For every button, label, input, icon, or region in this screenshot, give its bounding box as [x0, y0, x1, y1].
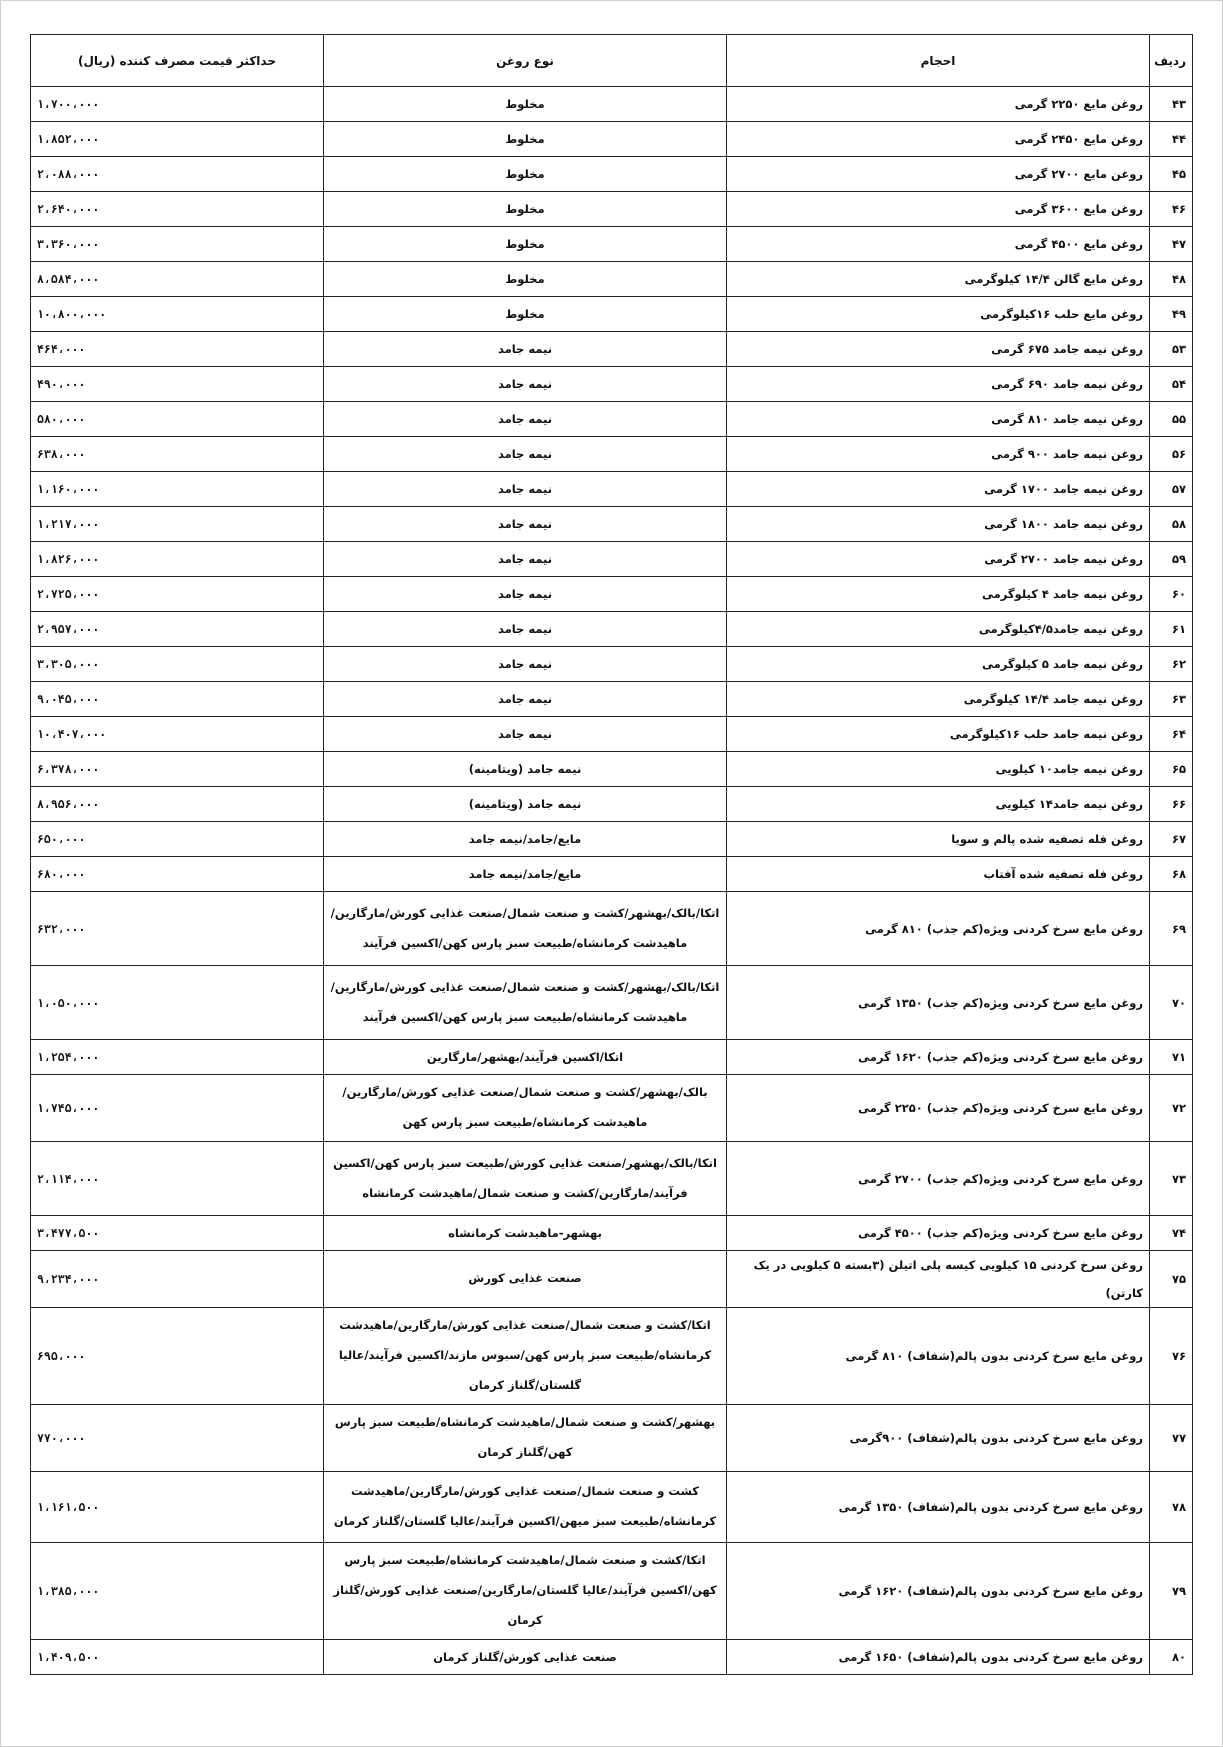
table-row [31, 612, 1193, 647]
table-row [31, 966, 1193, 1040]
oil-type-cell: نیمه جامد [324, 332, 727, 367]
table-row [31, 437, 1193, 472]
price-cell: ۱،۰۵۰،۰۰۰ [31, 966, 324, 1040]
row-number: ۷۴ [1150, 1216, 1193, 1251]
table-row [31, 1142, 1193, 1216]
oil-type-cell: نیمه جامد [324, 612, 727, 647]
table-row [31, 472, 1193, 507]
row-number: ۷۰ [1150, 966, 1193, 1040]
volume-cell: روغن مایع حلب ۱۶کیلوگرمی [727, 297, 1150, 332]
table-body [31, 87, 1193, 1675]
oil-type-cell: بالک/بهشهر/کشت و صنعت شمال/صنعت غذایی کورش/مارگارین/ماهیدشت کرمانشاه/طبیعت سبز پارس کهن [324, 1075, 727, 1142]
oil-type-cell: مایع/جامد/نیمه جامد [324, 822, 727, 857]
table-row [31, 87, 1193, 122]
oil-type-cell: نیمه جامد [324, 717, 727, 752]
table-row [31, 1543, 1193, 1640]
volume-cell: روغن مایع سرخ کردنی ویژه(کم جذب) ۱۶۲۰ گرمی [727, 1040, 1150, 1075]
row-number: ۶۵ [1150, 752, 1193, 787]
row-number: ۴۵ [1150, 157, 1193, 192]
oil-type-cell: مخلوط [324, 87, 727, 122]
oil-type-cell: نیمه جامد [324, 682, 727, 717]
oil-type-cell: نیمه جامد (ویتامینه) [324, 752, 727, 787]
row-number: ۵۳ [1150, 332, 1193, 367]
table-row [31, 192, 1193, 227]
oil-type-cell: مخلوط [324, 227, 727, 262]
row-number: ۶۹ [1150, 892, 1193, 966]
oil-type-cell: مخلوط [324, 122, 727, 157]
volume-cell: روغن مایع سرخ کردنی بدون پالم(شفاف) ۹۰۰گرمی [727, 1405, 1150, 1472]
table-row [31, 752, 1193, 787]
oil-type-cell: نیمه جامد [324, 367, 727, 402]
price-cell: ۱،۳۸۵،۰۰۰ [31, 1543, 324, 1640]
oil-type-cell: نیمه جامد [324, 472, 727, 507]
price-cell: ۵۸۰،۰۰۰ [31, 402, 324, 437]
table-row [31, 542, 1193, 577]
table-row [31, 227, 1193, 262]
table-row [31, 647, 1193, 682]
header-max-price: حداکثر قیمت مصرف کننده (ریال) [31, 35, 324, 87]
table-row [31, 262, 1193, 297]
price-cell: ۸،۹۵۶،۰۰۰ [31, 787, 324, 822]
row-number: ۴۹ [1150, 297, 1193, 332]
oil-type-cell: کشت و صنعت شمال/صنعت غذایی کورش/مارگارین/ماهیدشت کرمانشاه/طبیعت سبز میهن/اکسین فرآیند/عالیا گلستان/گلناز کرمان [324, 1472, 727, 1543]
oil-type-cell: مخلوط [324, 157, 727, 192]
table-row [31, 1472, 1193, 1543]
volume-cell: روغن مایع سرخ کردنی ویژه(کم جذب) ۲۷۰۰ گرمی [727, 1142, 1150, 1216]
price-cell: ۱،۲۱۷،۰۰۰ [31, 507, 324, 542]
table-row [31, 857, 1193, 892]
volume-cell: روغن مایع سرخ کردنی ویژه(کم جذب) ۱۳۵۰ گرمی [727, 966, 1150, 1040]
table-row [31, 1405, 1193, 1472]
table-row [31, 157, 1193, 192]
table-row [31, 332, 1193, 367]
price-cell: ۳،۴۷۷،۵۰۰ [31, 1216, 324, 1251]
table-row [31, 717, 1193, 752]
volume-cell: روغن سرخ کردنی ۱۵ کیلویی کیسه پلی اتیلن (۳بسته ۵ کیلویی در یک کارتن) [727, 1251, 1150, 1308]
header-oil-type: نوع روغن [324, 35, 727, 87]
volume-cell: روغن نیمه جامد ۹۰۰ گرمی [727, 437, 1150, 472]
price-table [30, 34, 1193, 1675]
row-number: ۵۷ [1150, 472, 1193, 507]
oil-type-cell: نیمه جامد [324, 647, 727, 682]
oil-type-cell: اتکا/بالک/بهشهر/کشت و صنعت شمال/صنعت غذایی کورش/مارگارین/ماهیدشت کرمانشاه/طبیعت سبز پارس کهن/اکسین فرآیند [324, 966, 727, 1040]
table-row [31, 682, 1193, 717]
table-row [31, 822, 1193, 857]
row-number: ۷۵ [1150, 1251, 1193, 1308]
row-number: ۴۶ [1150, 192, 1193, 227]
price-cell: ۱۰،۴۰۷،۰۰۰ [31, 717, 324, 752]
price-cell: ۱،۷۴۵،۰۰۰ [31, 1075, 324, 1142]
price-cell: ۹،۲۳۴،۰۰۰ [31, 1251, 324, 1308]
table-row [31, 507, 1193, 542]
table-row [31, 1640, 1193, 1675]
table-row [31, 1251, 1193, 1308]
row-number: ۶۷ [1150, 822, 1193, 857]
volume-cell: روغن نیمه جامد ۱۸۰۰ گرمی [727, 507, 1150, 542]
price-cell: ۸،۵۸۴،۰۰۰ [31, 262, 324, 297]
row-number: ۶۸ [1150, 857, 1193, 892]
volume-cell: روغن نیمه جامد ۴ کیلوگرمی [727, 577, 1150, 612]
price-cell: ۶،۳۷۸،۰۰۰ [31, 752, 324, 787]
volume-cell: روغن نیمه جامد ۶۹۰ گرمی [727, 367, 1150, 402]
oil-type-cell: نیمه جامد [324, 577, 727, 612]
row-number: ۷۷ [1150, 1405, 1193, 1472]
oil-type-cell: بهشهر/کشت و صنعت شمال/ماهیدشت کرمانشاه/طبیعت سبز پارس کهن/گلناز کرمان [324, 1405, 727, 1472]
price-cell: ۱،۲۵۴،۰۰۰ [31, 1040, 324, 1075]
header-volume: احجام [727, 35, 1150, 87]
price-cell: ۳،۳۶۰،۰۰۰ [31, 227, 324, 262]
price-cell: ۱،۸۲۶،۰۰۰ [31, 542, 324, 577]
volume-cell: روغن مایع سرخ کردنی بدون پالم(شفاف) ۱۳۵۰ گرمی [727, 1472, 1150, 1543]
volume-cell: روغن مایع سرخ کردنی بدون پالم(شفاف) ۱۶۲۰ گرمی [727, 1543, 1150, 1640]
price-cell: ۱۰،۸۰۰،۰۰۰ [31, 297, 324, 332]
row-number: ۷۳ [1150, 1142, 1193, 1216]
row-number: ۵۶ [1150, 437, 1193, 472]
oil-type-cell: بهشهر-ماهیدشت کرمانشاه [324, 1216, 727, 1251]
price-cell: ۶۸۰،۰۰۰ [31, 857, 324, 892]
price-cell: ۷۷۰،۰۰۰ [31, 1405, 324, 1472]
volume-cell: روغن مایع ۴۵۰۰ گرمی [727, 227, 1150, 262]
volume-cell: روغن نیمه جامد حلب ۱۶کیلوگرمی [727, 717, 1150, 752]
table-row [31, 787, 1193, 822]
oil-type-cell: نیمه جامد [324, 507, 727, 542]
volume-cell: روغن نیمه جامد ۱۴/۴ کیلوگرمی [727, 682, 1150, 717]
price-cell: ۱،۸۵۲،۰۰۰ [31, 122, 324, 157]
row-number: ۷۹ [1150, 1543, 1193, 1640]
volume-cell: روغن مایع سرخ کردنی بدون پالم(شفاف) ۱۶۵۰ گرمی [727, 1640, 1150, 1675]
table-row [31, 402, 1193, 437]
volume-cell: روغن فله تصفیه شده آفتاب [727, 857, 1150, 892]
row-number: ۴۳ [1150, 87, 1193, 122]
oil-type-cell: نیمه جامد [324, 437, 727, 472]
row-number: ۴۸ [1150, 262, 1193, 297]
row-number: ۷۶ [1150, 1308, 1193, 1405]
price-cell: ۱،۷۰۰،۰۰۰ [31, 87, 324, 122]
oil-type-cell: اتکا/بالک/بهشهر/صنعت غذایی کورش/طبیعت سبز پارس کهن/اکسین فرآیند/مارگارین/کشت و صنعت شمال/ماهیدشت کرمانشاه [324, 1142, 727, 1216]
volume-cell: روغن مایع ۲۷۰۰ گرمی [727, 157, 1150, 192]
volume-cell: روغن نیمه جامد ۶۷۵ گرمی [727, 332, 1150, 367]
row-number: ۷۲ [1150, 1075, 1193, 1142]
volume-cell: روغن نیمه جامد ۲۷۰۰ گرمی [727, 542, 1150, 577]
price-cell: ۲،۹۵۷،۰۰۰ [31, 612, 324, 647]
oil-type-cell: صنعت غذایی کورش/گلناز کرمان [324, 1640, 727, 1675]
row-number: ۶۰ [1150, 577, 1193, 612]
row-number: ۷۸ [1150, 1472, 1193, 1543]
price-cell: ۶۹۵،۰۰۰ [31, 1308, 324, 1405]
row-number: ۸۰ [1150, 1640, 1193, 1675]
table-row [31, 1216, 1193, 1251]
table-row [31, 1075, 1193, 1142]
price-cell: ۳،۳۰۵،۰۰۰ [31, 647, 324, 682]
price-cell: ۴۶۴،۰۰۰ [31, 332, 324, 367]
volume-cell: روغن نیمه جامد۴/۵کیلوگرمی [727, 612, 1150, 647]
row-number: ۵۵ [1150, 402, 1193, 437]
row-number: ۶۲ [1150, 647, 1193, 682]
oil-type-cell: مخلوط [324, 192, 727, 227]
row-number: ۷۱ [1150, 1040, 1193, 1075]
volume-cell: روغن مایع سرخ کردنی ویژه(کم جذب) ۸۱۰ گرمی [727, 892, 1150, 966]
volume-cell: روغن مایع سرخ کردنی ویژه(کم جذب) ۲۲۵۰ گرمی [727, 1075, 1150, 1142]
row-number: ۵۴ [1150, 367, 1193, 402]
volume-cell: روغن فله تصفیه شده پالم و سویا [727, 822, 1150, 857]
oil-type-cell: مخلوط [324, 297, 727, 332]
row-number: ۶۴ [1150, 717, 1193, 752]
price-cell: ۲،۱۱۴،۰۰۰ [31, 1142, 324, 1216]
oil-type-cell: اتکا/کشت و صنعت شمال/ماهیدشت کرمانشاه/طبیعت سبز پارس کهن/اکسین فرآیند/عالیا گلستان/مارگارین/صنعت غذایی کورش/گلناز کرمان [324, 1543, 727, 1640]
price-cell: ۲،۷۲۵،۰۰۰ [31, 577, 324, 612]
oil-type-cell: اتکا/کشت و صنعت شمال/صنعت غذایی کورش/مارگارین/ماهیدشت کرمانشاه/طبیعت سبز پارس کهن/سبوس مازند/اکسین فرآیند/عالیا گلستان/گلناز کرمان [324, 1308, 727, 1405]
price-cell: ۲،۰۸۸،۰۰۰ [31, 157, 324, 192]
price-cell: ۶۳۸،۰۰۰ [31, 437, 324, 472]
oil-type-cell: مخلوط [324, 262, 727, 297]
row-number: ۴۷ [1150, 227, 1193, 262]
row-number: ۶۳ [1150, 682, 1193, 717]
volume-cell: روغن مایع سرخ کردنی ویژه(کم جذب) ۴۵۰۰ گرمی [727, 1216, 1150, 1251]
oil-type-cell: اتکا/اکسین فرآیند/بهشهر/مارگارین [324, 1040, 727, 1075]
row-number: ۶۱ [1150, 612, 1193, 647]
row-number: ۵۹ [1150, 542, 1193, 577]
price-cell: ۱،۱۶۰،۰۰۰ [31, 472, 324, 507]
oil-type-cell: نیمه جامد (ویتامینه) [324, 787, 727, 822]
oil-type-cell: اتکا/بالک/بهشهر/کشت و صنعت شمال/صنعت غذایی کورش/مارگارین/ماهیدشت کرمانشاه/طبیعت سبز پارس کهن/اکسین فرآیند [324, 892, 727, 966]
price-cell: ۱،۱۶۱،۵۰۰ [31, 1472, 324, 1543]
table-header-row [31, 35, 1193, 87]
volume-cell: روغن مایع سرخ کردنی بدون پالم(شفاف) ۸۱۰ گرمی [727, 1308, 1150, 1405]
row-number: ۴۴ [1150, 122, 1193, 157]
price-cell: ۱،۴۰۹،۵۰۰ [31, 1640, 324, 1675]
volume-cell: روغن نیمه جامد ۸۱۰ گرمی [727, 402, 1150, 437]
table-row [31, 892, 1193, 966]
volume-cell: روغن نیمه جامد ۱۷۰۰ گرمی [727, 472, 1150, 507]
volume-cell: روغن مایع گالن ۱۴/۴ کیلوگرمی [727, 262, 1150, 297]
volume-cell: روغن نیمه جامد۱۴ کیلویی [727, 787, 1150, 822]
oil-type-cell: نیمه جامد [324, 542, 727, 577]
volume-cell: روغن نیمه جامد۱۰ کیلویی [727, 752, 1150, 787]
price-cell: ۲،۶۴۰،۰۰۰ [31, 192, 324, 227]
table-row [31, 297, 1193, 332]
volume-cell: روغن مایع ۲۴۵۰ گرمی [727, 122, 1150, 157]
row-number: ۵۸ [1150, 507, 1193, 542]
volume-cell: روغن نیمه جامد ۵ کیلوگرمی [727, 647, 1150, 682]
price-cell: ۴۹۰،۰۰۰ [31, 367, 324, 402]
price-cell: ۶۳۲،۰۰۰ [31, 892, 324, 966]
table-row [31, 367, 1193, 402]
table-row [31, 1040, 1193, 1075]
oil-type-cell: نیمه جامد [324, 402, 727, 437]
volume-cell: روغن مایع ۳۶۰۰ گرمی [727, 192, 1150, 227]
oil-type-cell: مایع/جامد/نیمه جامد [324, 857, 727, 892]
header-row-number: ردیف [1150, 35, 1193, 87]
table-row [31, 577, 1193, 612]
oil-type-cell: صنعت غذایی کورش [324, 1251, 727, 1308]
table-row [31, 122, 1193, 157]
table-row [31, 1308, 1193, 1405]
volume-cell: روغن مایع ۲۲۵۰ گرمی [727, 87, 1150, 122]
row-number: ۶۶ [1150, 787, 1193, 822]
price-cell: ۹،۰۴۵،۰۰۰ [31, 682, 324, 717]
price-cell: ۶۵۰،۰۰۰ [31, 822, 324, 857]
